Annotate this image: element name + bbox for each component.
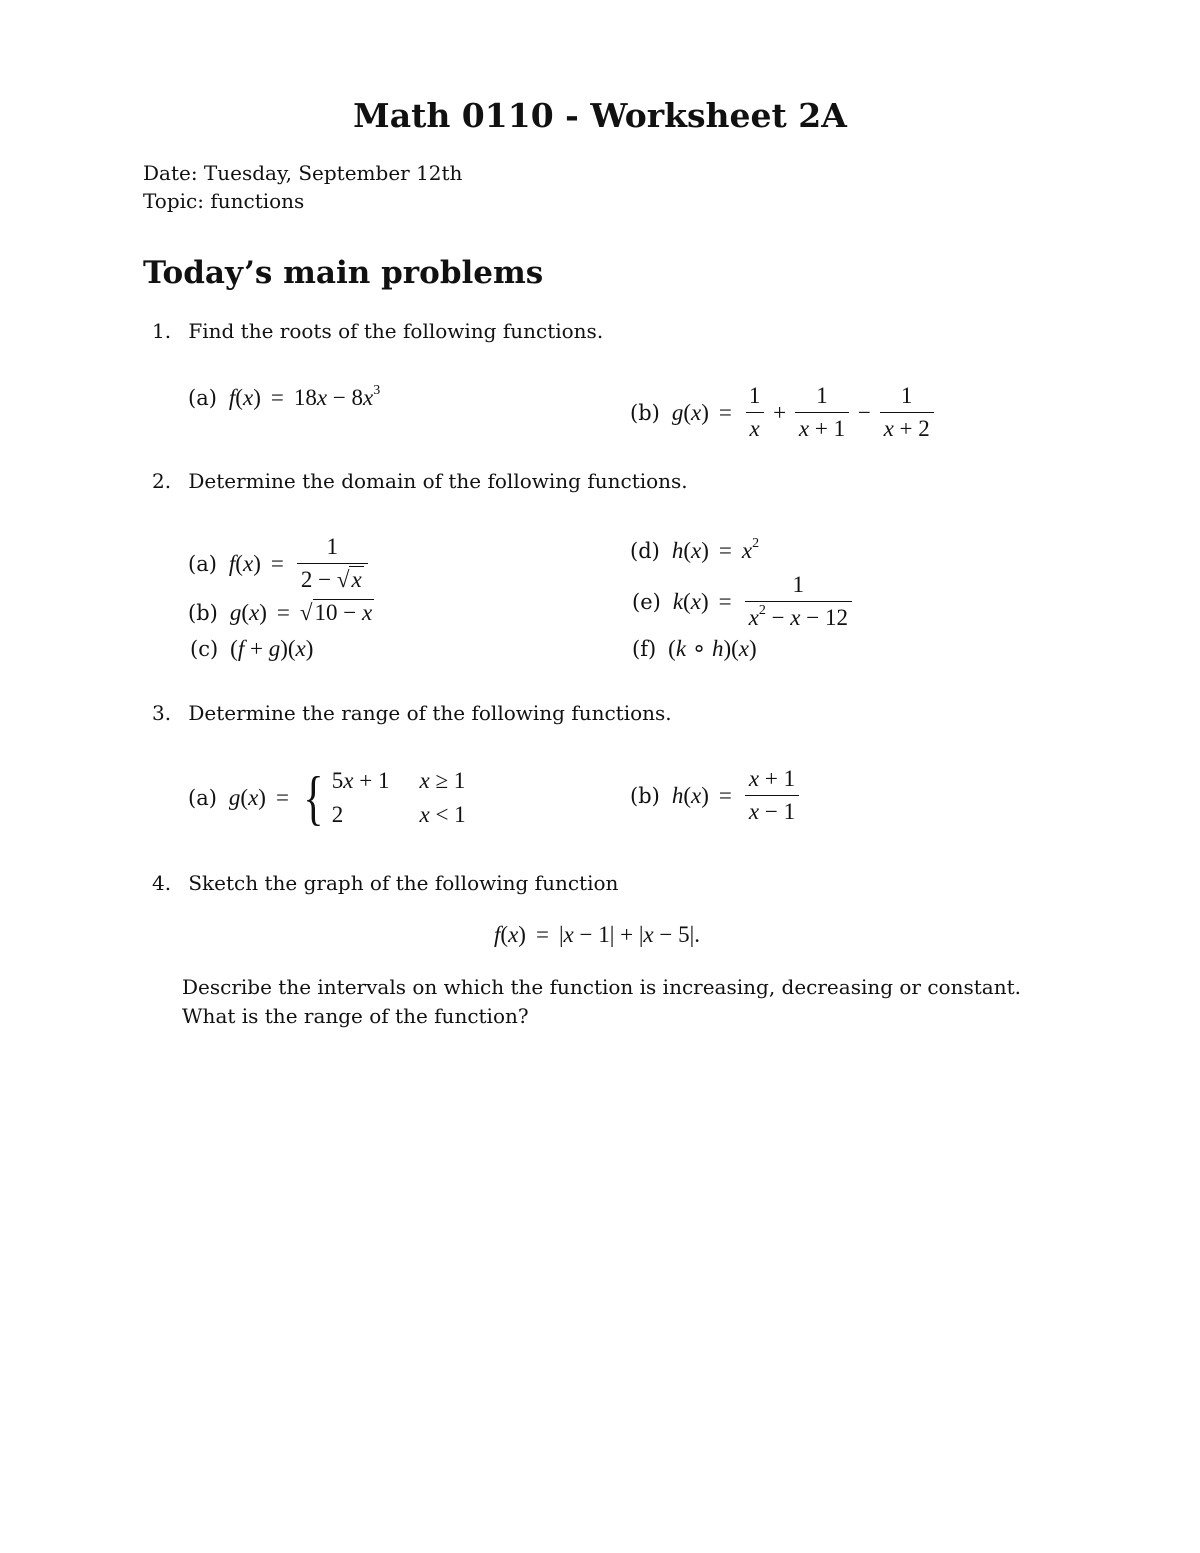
math-expression: g ( x ) = $\frac{1}{x}$ + $\frac{1}{x + 1}$ − $\frac{1}{x + 2}$ bbox=[672, 383, 937, 442]
problem-3a bbox=[188, 765, 466, 831]
problem-2f bbox=[632, 636, 757, 662]
display-equation: f(x) = |x − 1| + |x − 5|. bbox=[494, 922, 700, 947]
problem-number: 3. bbox=[152, 701, 172, 725]
page-title: Math 0110 - Worksheet 2A bbox=[353, 96, 847, 135]
problem-2c bbox=[190, 636, 313, 662]
math-expression: $f(x) = 18x - 8x^3$ bbox=[228, 383, 381, 410]
part-label: (d) bbox=[630, 539, 660, 563]
problem-1a bbox=[188, 385, 380, 411]
math-expression: h ( x ) = $\frac{x + 1}{x - 1}$ bbox=[672, 766, 802, 825]
problem-4 bbox=[152, 871, 618, 895]
part-label: (e) bbox=[632, 589, 661, 614]
math-expression: (f + g)(x) bbox=[230, 636, 314, 661]
problem-2d bbox=[630, 538, 759, 564]
problem-prompt: Sketch the graph of the following function bbox=[188, 871, 619, 895]
problem-prompt: Determine the range of the following functions. bbox=[188, 701, 672, 725]
part-label: (a) bbox=[188, 786, 217, 810]
problem-2 bbox=[152, 469, 688, 493]
left-brace-icon: { bbox=[303, 765, 324, 831]
part-label: (a) bbox=[188, 551, 217, 576]
problem-number: 2. bbox=[152, 469, 172, 493]
problem-4-followup: Describe the intervals on which the function is increasing, decreasing or constant. What is the range of the function? bbox=[182, 975, 1021, 1028]
problem-2e bbox=[632, 572, 855, 631]
problem-1 bbox=[152, 319, 603, 343]
part-label: (b) bbox=[188, 601, 218, 625]
part-label: (b) bbox=[630, 783, 660, 808]
topic-line: Topic: functions bbox=[143, 189, 305, 213]
date-line: Date: Tuesday, September 12th bbox=[143, 161, 463, 185]
part-label: (b) bbox=[630, 400, 660, 425]
problem-1b bbox=[630, 383, 937, 442]
problem-number: 4. bbox=[152, 871, 172, 895]
math-expression: f ( x ) = $\frac{1}{2 - √x}$ bbox=[229, 534, 371, 593]
problem-prompt: Find the roots of the following functions. bbox=[188, 319, 604, 343]
part-label: (f) bbox=[632, 637, 657, 661]
problem-number: 1. bbox=[152, 319, 172, 343]
math-expression: $h(x) = x^2$ bbox=[671, 536, 760, 563]
problem-2a bbox=[188, 534, 371, 593]
problem-prompt: Determine the domain of the following functions. bbox=[188, 469, 688, 493]
part-label: (a) bbox=[188, 386, 217, 410]
math-expression: k ( x ) = $\frac{1}{x^2 - x - 12}$ bbox=[673, 572, 855, 631]
problem-2b bbox=[188, 600, 374, 626]
section-heading: Today’s main problems bbox=[143, 255, 544, 291]
part-label: (c) bbox=[190, 637, 219, 661]
problem-3b bbox=[630, 766, 802, 825]
math-expression: g(x) = √10 − x bbox=[229, 600, 373, 625]
problem-3 bbox=[152, 701, 672, 725]
math-expression: g ( x ) = { 5x + 1 x ≥ 1 2 x < 1 bbox=[228, 765, 466, 831]
math-expression: (k ∘ h)(x) bbox=[668, 636, 757, 661]
